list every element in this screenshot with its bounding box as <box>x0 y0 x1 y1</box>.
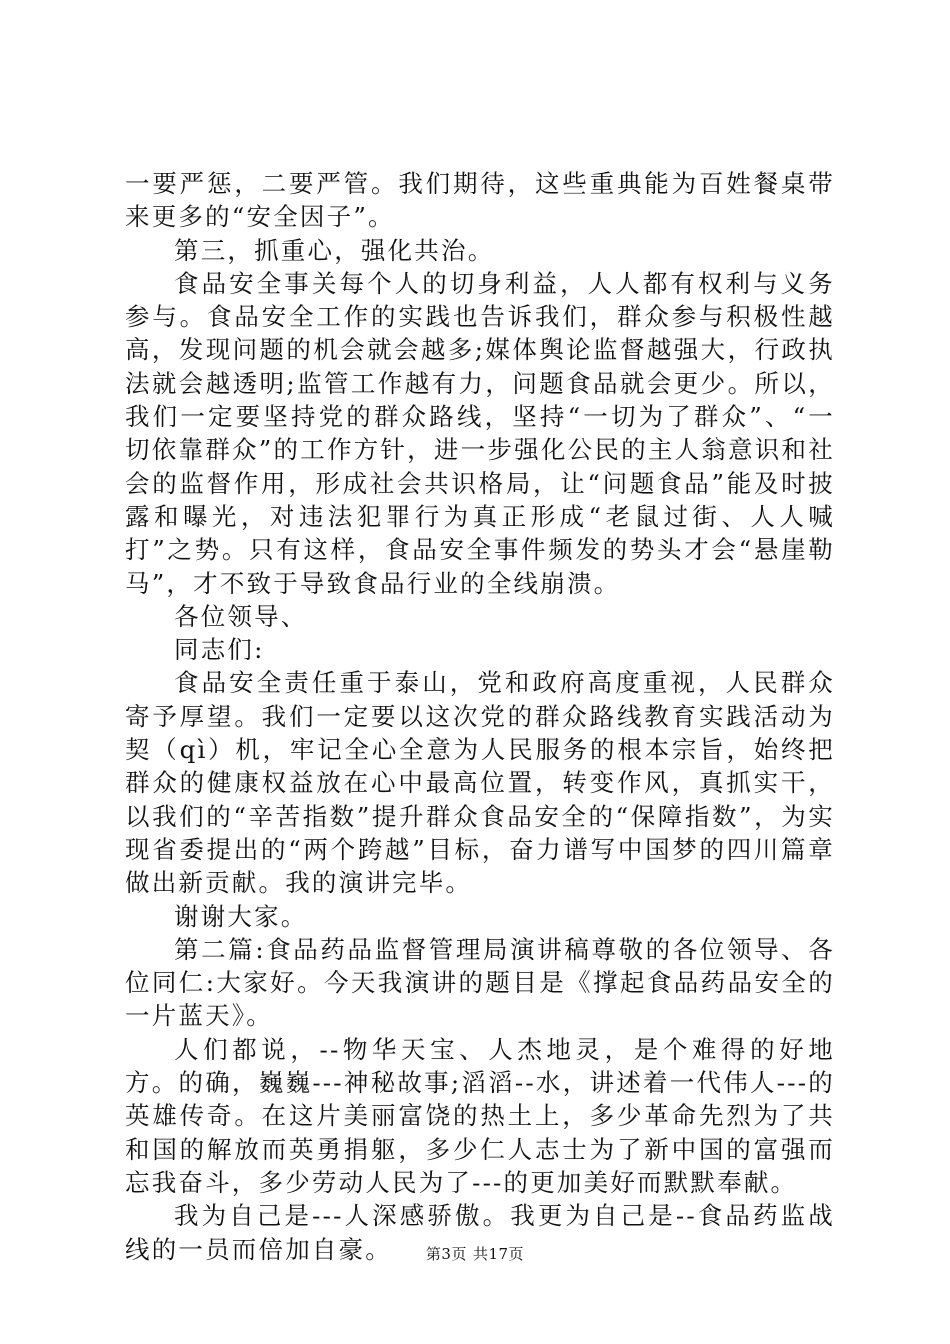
paragraph-3: 食品安全事关每个人的切身利益，人人都有权利与义务参与。食品安全工作的实践也告诉我们，群众参与积极性越高，发现问题的机会就会越多;媒体舆论监督越强大，行政执法就会越透明;监管工作越有力，问题食品就会更少。所以，我们一定要坚持党的群众路线，坚持“一切为了群众”、“一切依靠群众”的工作方针，进一步强化公民的主人翁意识和社会的监督作用，形成社会共识格局，让“问题食品”能及时披露和曝光，对违法犯罪行为真正形成“老鼠过街、人人喊打”之势。只有这样，食品安全事件频发的势头才会“悬崖勒马”，才不致于导致食品行业的全线崩溃。 <box>125 268 835 598</box>
paragraph-5: 同志们: <box>174 635 265 665</box>
paragraph-6: 食品安全责任重于泰山，党和政府高度重视，人民群众寄予厚望。我们一定要以这次党的群众路线教育实践活动为契（qì）机，牢记全心全意为人民服务的根本宗旨，始终把群众的健康权益放在心中最高位置，转变作风，真抓实干，以我们的“辛苦指数”提升群众食品安全的“保障指数”，为实现省委提出的“两个跨越”目标，奋力谱写中国梦的四川篇章做出新贡献。我的演讲完毕。 <box>125 668 835 898</box>
paragraph-7: 谢谢大家。 <box>174 901 308 931</box>
paragraph-4: 各位领导、 <box>174 601 308 631</box>
document-body <box>125 167 835 1266</box>
paragraph-8: 第二篇:食品药品监督管理局演讲稿尊敬的各位领导、各位同仁:大家好。今天我演讲的题目是《撑起食品药品安全的一片蓝天》。 <box>125 934 835 1031</box>
page-total: 共17页 <box>472 1245 525 1263</box>
paragraph-2: 第三，抓重心，强化共治。 <box>174 235 495 265</box>
paragraph-1: 一要严惩，二要严管。我们期待，这些重典能为百姓餐桌带来更多的“安全因子”。 <box>125 169 835 232</box>
paragraph-10: 我为自己是---人深感骄傲。我更为自己是--食品药监战线的一员而倍加自豪。 <box>125 1201 835 1264</box>
page-footer <box>0 1244 950 1264</box>
page-number: 第3页 <box>425 1245 467 1263</box>
paragraph-9: 人们都说，--物华天宝、人杰地灵，是个难得的好地方。的确，巍巍---神秘故事;滔滔--水，讲述着一代伟人---的英雄传奇。在这片美丽富饶的热土上，多少革命先烈为了共和国的解放而英勇捐躯，多少仁人志士为了新中国的富强而忘我奋斗，多少劳动人民为了---的更加美好而默默奉献。 <box>125 1034 835 1197</box>
